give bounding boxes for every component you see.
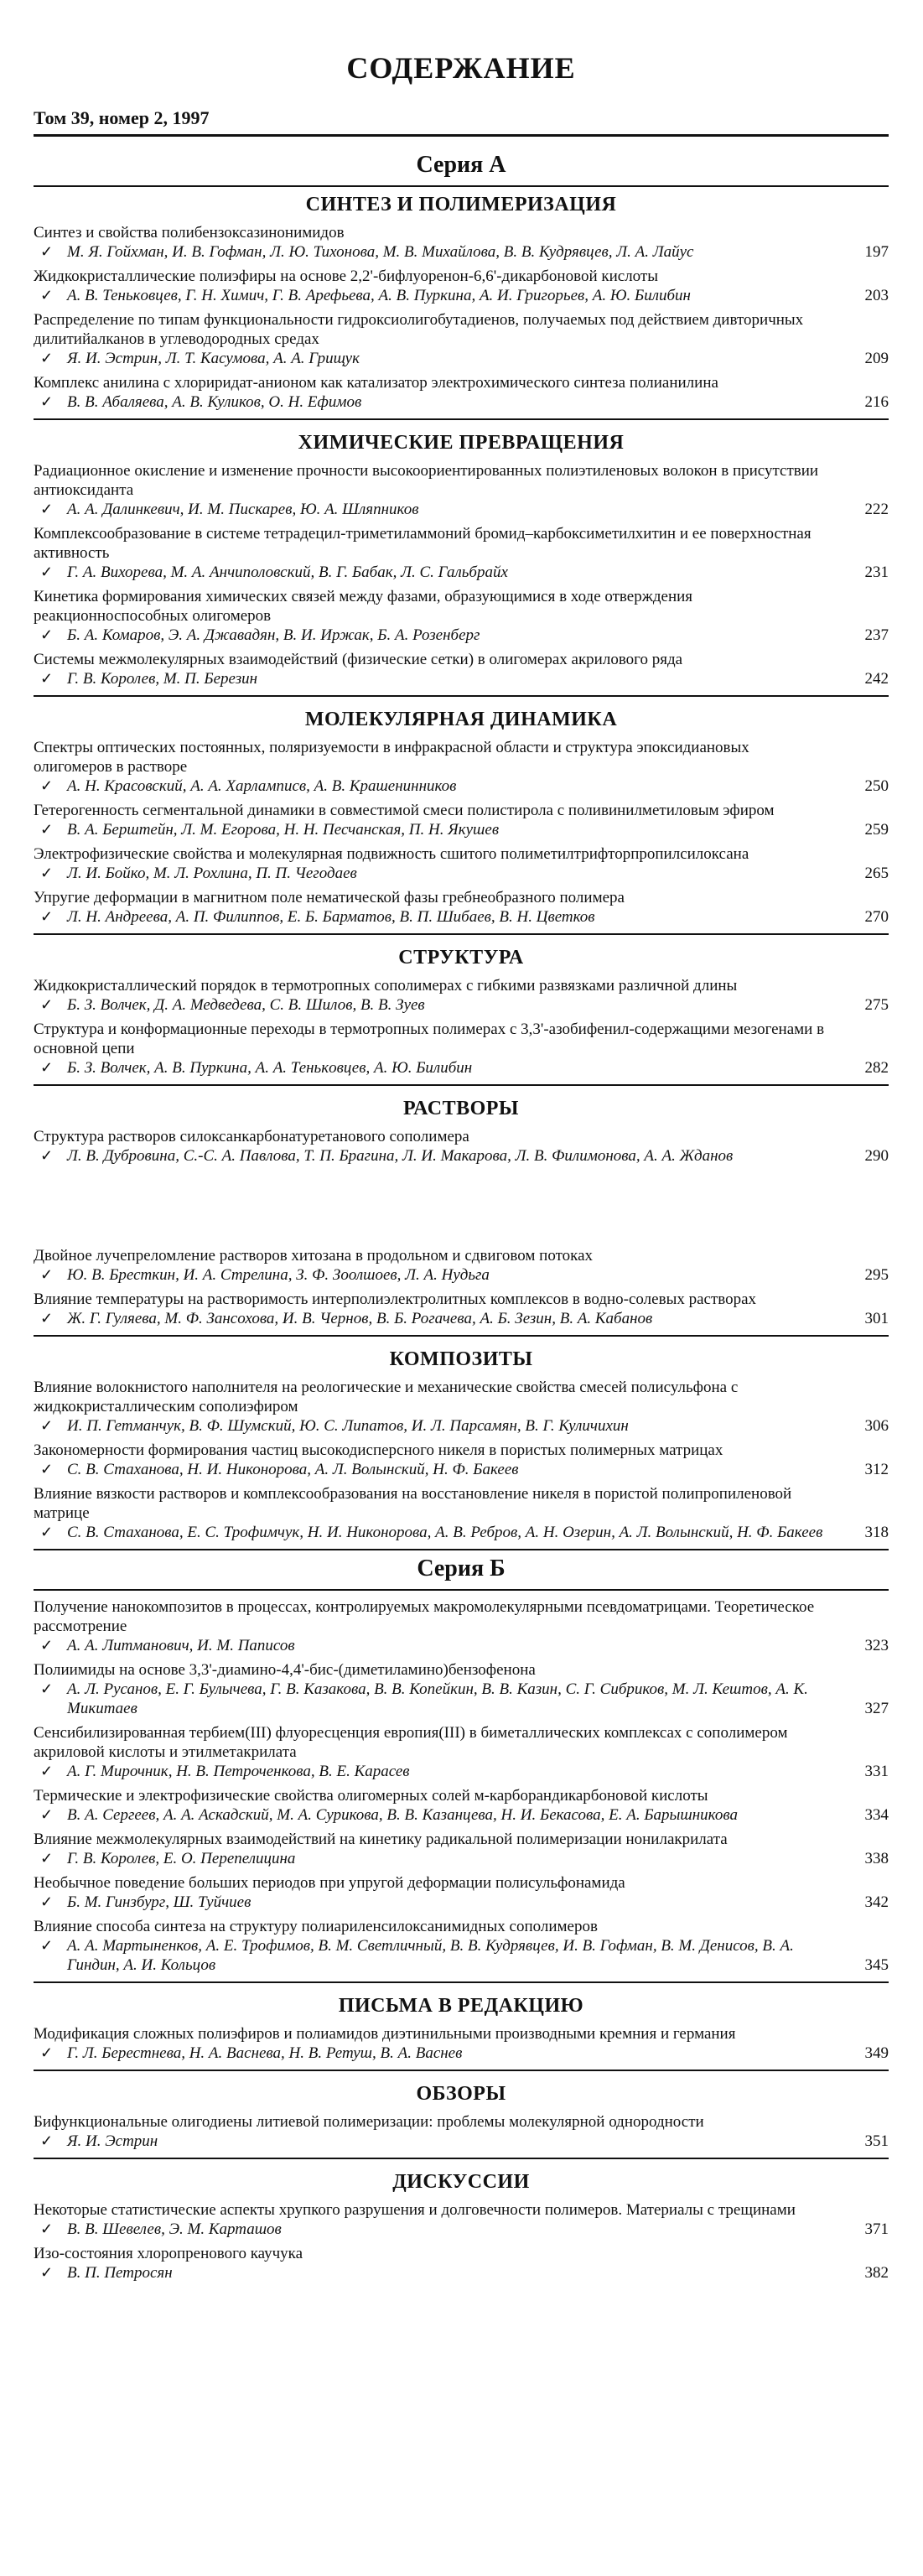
section-title: СИНТЕЗ И ПОЛИМЕРИЗАЦИЯ [305,194,617,216]
entry-title: Влияние волокнистого наполнителя на реологические и механические свойства смесей полисульфона с жидкокристаллическим сополиэфиром [34,1379,739,1415]
entry-title: Гетерогенность сегментальной динамики в совместимой смеси полистирола с поливинилметиловым эфиром [34,802,775,819]
entry-authors [34,1936,830,1975]
check-mark-icon: ✓ [40,393,54,410]
entry-authors [34,1636,830,1655]
page-number: 282 [864,1059,889,1077]
entry-title: Влияние межмолекулярных взаимодействий на кинетику радикальной полимеризации нонилакрилата [34,1831,728,1848]
toc-entry[interactable] [34,1020,889,1078]
page-number: 259 [864,821,889,839]
page-number: 306 [864,1417,889,1435]
issue-line: Том 39, номер 2, 1997 [34,107,889,137]
page-number: 250 [864,777,889,795]
page-number: 312 [864,1461,889,1478]
entry-title: Синтез и свойства полибензоксазинонимидов [34,224,345,242]
authors-text: Б. А. Комаров, Э. А. Джавадян, В. И. Иржак, Б. А. Розенберг [67,626,480,644]
page-number: 275 [864,996,889,1014]
toc-entry[interactable] [34,1378,889,1436]
section-title: МОЛЕКУЛЯРНАЯ ДИНАМИКА [304,709,618,730]
toc-entry[interactable] [34,844,889,883]
entry-title: Жидкокристаллические полиэфиры на основе 2,2'-бифлуоренон-6,6'-дикарбоновой кислоты [34,267,658,285]
entry-title: Модификация сложных полиэфиров и полиамидов диэтинильными производными кремния и германия [34,2025,736,2043]
check-mark-icon: ✓ [40,1417,54,1434]
check-mark-icon: ✓ [40,1637,54,1654]
authors-text: А. Н. Красовский, А. А. Харламписв, А. В. Крашенинников [67,777,457,795]
authors-text: Л. Н. Андреева, А. П. Филиппов, Е. Б. Барматов, В. П. Шибаев, В. Н. Цветков [67,908,595,926]
page-number: 231 [864,564,889,581]
toc-entry[interactable] [34,1484,889,1542]
entry-authors [34,242,830,262]
page-number: 237 [864,626,889,644]
page-number: 270 [864,908,889,926]
toc-entry[interactable] [34,310,889,368]
toc-entry[interactable] [34,888,889,927]
section-title: СТРУКТУРА [398,947,524,969]
toc-entry[interactable] [34,1660,889,1718]
toc-entry[interactable] [34,1917,889,1975]
page-number: 351 [864,2132,889,2150]
entry-authors [34,1805,830,1825]
entry-title: Радиационное окисление и изменение прочности высокоориентированных полиэтиленовых волокон в присутствии антиоксиданта [34,462,819,499]
entry-title: Кинетика формирования химических связей между фазами, образующимися в ходе отверждения реакционноспособных олигомеров [34,588,693,625]
authors-text: Я. И. Эстрин [67,2132,158,2150]
page-number: 265 [864,865,889,882]
authors-text: Г. А. Вихорева, М. А. Анчиполовский, В. Г. Бабак, Л. С. Гальбрайх [67,564,508,581]
check-mark-icon: ✓ [40,1266,54,1283]
entry-title: Структура и конформационные переходы в термотропных полимерах с 3,3'-азобифенил-содержащими мезогенами в основной цепи [34,1021,825,1057]
section-title: ПИСЬМА В РЕДАКЦИЮ [338,1995,584,2017]
check-mark-icon: ✓ [40,2044,54,2061]
page-number: 371 [864,2220,889,2238]
check-mark-icon: ✓ [40,501,54,517]
page-number: 203 [864,287,889,304]
check-mark-icon: ✓ [40,777,54,794]
entry-title: Влияние вязкости растворов и комплексообразования на восстановление никеля в пористой полипропиленовой матрице [34,1485,792,1522]
entry-title: Влияние температуры на растворимость интерполиэлектролитных комплексов в водно-солевых растворах [34,1291,757,1308]
toc-section [34,2070,889,2151]
check-mark-icon: ✓ [40,2220,54,2237]
toc-entry[interactable] [34,1723,889,1781]
entry-authors [34,349,830,368]
page-number: 301 [864,1310,889,1327]
entry-title: Получение нанокомпозитов в процессах, контролируемых макромолекулярными псевдоматрицами. Теоретическое рассмотрение [34,1598,815,1635]
entry-title: Закономерности формирования частиц высокодисперсного никеля в пористых полимерных матрицах [34,1441,723,1459]
entry-title: Структура растворов силоксанкарбонатуретанового сополимера [34,1128,469,1145]
page-number: 331 [864,1763,889,1780]
authors-text: В. П. Петросян [67,2264,173,2282]
section-title: КОМПОЗИТЫ [389,1348,533,1370]
entry-authors [34,1146,830,1166]
entry-authors [34,1680,830,1718]
series-b-heading: Серия Б [34,1549,889,1591]
entry-authors [34,500,830,519]
entry-authors [34,1265,830,1285]
entry-authors [34,286,830,305]
toc-entry[interactable] [34,1127,889,1166]
check-mark-icon: ✓ [40,1937,54,1954]
page-number: 318 [864,1524,889,1541]
check-mark-icon: ✓ [40,670,54,687]
check-mark-icon: ✓ [40,243,54,260]
check-mark-icon: ✓ [40,1147,54,1164]
toc-entry[interactable] [34,1786,889,1825]
entry-authors [34,2220,830,2239]
entry-title: Двойное лучепреломление растворов хитозана в продольном и сдвиговом потоках [34,1247,594,1265]
toc-entry[interactable] [34,267,889,305]
authors-text: В. А. Сергеев, А. А. Аскадский, М. А. Сурикова, В. В. Казанцева, Н. И. Бекасова, Е. А. Барышникова [67,1806,738,1824]
check-mark-icon: ✓ [40,1680,54,1697]
section-title: ОБЗОРЫ [416,2083,506,2105]
toc-entry[interactable] [34,738,889,796]
authors-text: В. А. Берштейн, Л. М. Егорова, Н. Н. Песчанская, П. Н. Якушев [67,821,500,839]
toc-entry[interactable] [34,801,889,839]
entry-authors [34,864,830,883]
page-number: 382 [864,2264,889,2282]
authors-text: Б. З. Волчек, Д. А. Медведева, С. В. Шилов, В. В. Зуев [67,996,425,1014]
entry-authors [34,1762,830,1781]
toc-section [34,695,889,927]
page-number: 345 [864,1956,889,1974]
entry-title: Бифункциональные олигодиены литиевой полимеризации: проблемы молекулярной однородности [34,2113,704,2131]
toc-section [34,1335,889,1542]
authors-text: Ю. В. Бресткин, И. А. Стрелина, З. Ф. Зоолшоев, Л. А. Нудьга [67,1266,490,1284]
entry-authors [34,907,830,927]
section-title: РАСТВОРЫ [403,1098,519,1119]
toc-entry[interactable] [34,1290,889,1328]
series-a-heading: Серия А [34,147,889,187]
toc-section [34,418,889,688]
check-mark-icon: ✓ [40,865,54,881]
check-mark-icon: ✓ [40,1310,54,1327]
toc-entry[interactable] [34,2244,889,2283]
entry-authors [34,1849,830,1868]
authors-text: В. В. Абаляева, А. В. Куликов, О. Н. Ефимов [67,393,362,411]
check-mark-icon: ✓ [40,821,54,838]
entry-title: Комплексообразование в системе тетрадецил-триметиламмоний бромид–карбоксиметилхитин и ее поверхностная активность [34,525,812,562]
entry-title: Термические и электрофизические свойства олигомерных солей м-карборандикарбоновой кислоты [34,1787,708,1805]
entry-authors [34,626,830,645]
entry-title: Упругие деформации в магнитном поле нематической фазы гребнеобразного полимера [34,889,625,906]
entry-authors [34,2044,830,2063]
page-title: СОДЕРЖАНИЕ [346,51,576,85]
toc-entry[interactable] [34,1873,889,1912]
toc-entry[interactable] [34,524,889,582]
entry-authors [34,1523,830,1542]
series-a-sections [34,194,889,1542]
entry-authors [34,1058,830,1078]
page-number: 290 [864,1147,889,1165]
page-number: 197 [864,243,889,261]
authors-text: С. В. Стаханова, Е. С. Трофимчук, Н. И. Никонорова, А. В. Ребров, А. Н. Озерин, А. Л. Волынский, Н. Ф. Бакеев [67,1524,823,1541]
entry-title: Спектры оптических постоянных, поляризуемости в инфракрасной области и структура эпоксидиановых олигомеров в растворе [34,739,749,776]
toc-entry[interactable] [34,1830,889,1868]
page-number: 342 [864,1893,889,1911]
authors-text: Г. В. Королев, М. П. Березин [67,670,258,688]
toc-entry[interactable] [34,1597,889,1655]
toc-entry[interactable] [34,373,889,412]
authors-text: В. В. Шевелев, Э. М. Карташов [67,2220,282,2238]
check-mark-icon: ✓ [40,2132,54,2149]
entry-authors [34,669,830,688]
entry-authors [34,1893,830,1912]
page-number: 295 [864,1266,889,1284]
toc-section [34,194,889,412]
page-number: 242 [864,670,889,688]
toc-section [34,933,889,1078]
toc-entry[interactable] [34,587,889,645]
toc-entry[interactable] [34,2200,889,2239]
toc-entry[interactable] [34,2024,889,2063]
entry-title: Изо-состояния хлоропренового каучука [34,2245,303,2262]
toc-section [34,2158,889,2283]
entry-title: Некоторые статистические аспекты хрупкого разрушения и долговечности полимеров. Материалы с трещинами [34,2201,796,2219]
entry-title: Влияние способа синтеза на структуру полиариленсилоксанимидных сополимеров [34,1918,598,1935]
toc-entry[interactable] [34,976,889,1015]
authors-text: Б. З. Волчек, А. В. Пуркина, А. А. Тенькoвцев, А. Ю. Билибин [67,1059,473,1077]
authors-text: Г. В. Королев, Е. О. Перепелицина [67,1850,296,1867]
check-mark-icon: ✓ [40,908,54,925]
page-number: 216 [864,393,889,411]
entry-authors [34,1309,830,1328]
check-mark-icon: ✓ [40,1461,54,1478]
entry-title: Электрофизические свойства и молекулярная подвижность сшитого полиметилтрифторпропилсилоксана [34,845,749,863]
authors-text: Л. И. Бойко, М. Л. Рохлина, П. П. Чегодаев [67,865,357,882]
contents-page [34,34,889,2288]
check-mark-icon: ✓ [40,1524,54,1540]
check-mark-icon: ✓ [40,287,54,304]
entry-title: Комплекс анилина с хлориридат-анионом как катализатор электрохимического синтеза полианилина [34,374,718,392]
page-number: 209 [864,350,889,367]
toc-section [34,1084,889,1328]
authors-text: А. Г. Мирочник, Н. В. Петроченкова, В. Е. Карасев [67,1763,410,1780]
toc-section [34,1597,889,1975]
authors-text: С. В. Стаханова, Н. И. Никонорова, А. Л. Волынский, Н. Ф. Бакеев [67,1461,519,1478]
entry-title: Необычное поведение больших периодов при упругой деформации полисульфонамида [34,1874,625,1892]
check-mark-icon: ✓ [40,1850,54,1867]
entry-title: Жидкокристаллический порядок в термотропных сополимерах с гибкими развязками различной длины [34,977,738,995]
entry-authors [34,820,830,839]
authors-text: А. В. Тенькoвцев, Г. Н. Химич, Г. В. Арефьева, А. В. Пуркина, А. И. Григорьев, А. Ю. Билибин [67,287,691,304]
page-number: 323 [864,1637,889,1654]
entry-authors [34,563,830,582]
check-mark-icon: ✓ [40,1059,54,1076]
entry-authors [34,2263,830,2283]
section-title: ДИСКУССИИ [392,2171,530,2193]
series-b-sections [34,1597,889,2283]
authors-text: А. Л. Русанов, Е. Г. Булычева, Г. В. Казакова, В. В. Копейкин, В. В. Казин, С. Г. Сибриков, М. Л. Кештов, А. К. Микитаев [67,1680,808,1717]
page-number: 349 [864,2044,889,2062]
check-mark-icon: ✓ [40,1893,54,1910]
entry-title: Распределение по типам функциональности гидроксиолигобутадиенов, получаемых под действием дивторичных дилитийалканов в углеводородных средах [34,311,804,348]
entry-authors [34,995,830,1015]
check-mark-icon: ✓ [40,2264,54,2281]
page-number: 327 [864,1700,889,1717]
toc-entry[interactable] [34,2112,889,2151]
entry-title: Полиимиды на основе 3,3'-диамино-4,4'-бис-(диметиламино)бензофенона [34,1661,536,1679]
authors-text: Г. Л. Берестнева, Н. А. Васнева, Н. В. Ретуш, В. А. Васнев [67,2044,463,2062]
authors-text: М. Я. Гойхман, И. В. Гофман, Л. Ю. Тихонова, М. В. Михайлова, В. В. Кудрявцев, Л. А. Лайус [67,243,694,261]
entry-authors [34,392,830,412]
authors-text: Я. И. Эстрин, Л. Т. Касумова, А. А. Грищук [67,350,360,367]
toc-section [34,1981,889,2063]
page-number: 338 [864,1850,889,1867]
entry-authors [34,2132,830,2151]
authors-text: Ж. Г. Гуляева, М. Ф. Занcохова, И. В. Чернов, В. Б. Рогачева, А. Б. Зезин, В. А. Кабанов [67,1310,653,1327]
authors-text: Л. В. Дубровина, С.-С. А. Павлова, Т. П. Брагина, Л. И. Макарова, Л. В. Филимонова, А. А. Жданов [67,1147,734,1165]
entry-title: Системы межмолекулярных взаимодействий (физические сетки) в олигомерах акрилового ряда [34,651,683,668]
toc-entry[interactable] [34,1441,889,1479]
authors-text: А. А. Далинкевич, И. М. Пискарев, Ю. А. Шляпников [67,501,419,518]
authors-text: А. А. Литманович, И. М. Паписов [67,1637,295,1654]
page-number: 222 [864,501,889,518]
toc-entry[interactable] [34,1246,889,1285]
page-number: 334 [864,1806,889,1824]
check-mark-icon: ✓ [40,996,54,1013]
entry-title: Сенсибилизированная тербием(III) флуоресценция европия(III) в биметаллических комплексах с сополимером акриловой кислоты и этилметакрилата [34,1724,788,1761]
check-mark-icon: ✓ [40,350,54,366]
authors-text: Б. М. Гинзбург, Ш. Туйчиев [67,1893,251,1911]
entry-authors [34,776,830,796]
authors-text: И. П. Гетманчук, В. Ф. Шумский, Ю. С. Липатов, И. Л. Парсамян, В. Г. Куличихин [67,1417,629,1435]
entry-authors [34,1460,830,1479]
entry-authors [34,1416,830,1436]
section-title: ХИМИЧЕСКИЕ ПРЕВРАЩЕНИЯ [298,432,625,454]
check-mark-icon: ✓ [40,1763,54,1779]
check-mark-icon: ✓ [40,564,54,580]
check-mark-icon: ✓ [40,1806,54,1823]
authors-text: А. А. Мартыненков, А. Е. Трофимов, В. М. Светличный, В. В. Кудрявцев, И. В. Гофман, В. М. Денисов, В. А. Гиндин, А. И. Кольцов [67,1937,794,1974]
blank-space [34,1171,889,1246]
toc-entry[interactable] [34,461,889,519]
toc-entry[interactable] [34,650,889,688]
check-mark-icon: ✓ [40,626,54,643]
toc-entry[interactable] [34,223,889,262]
